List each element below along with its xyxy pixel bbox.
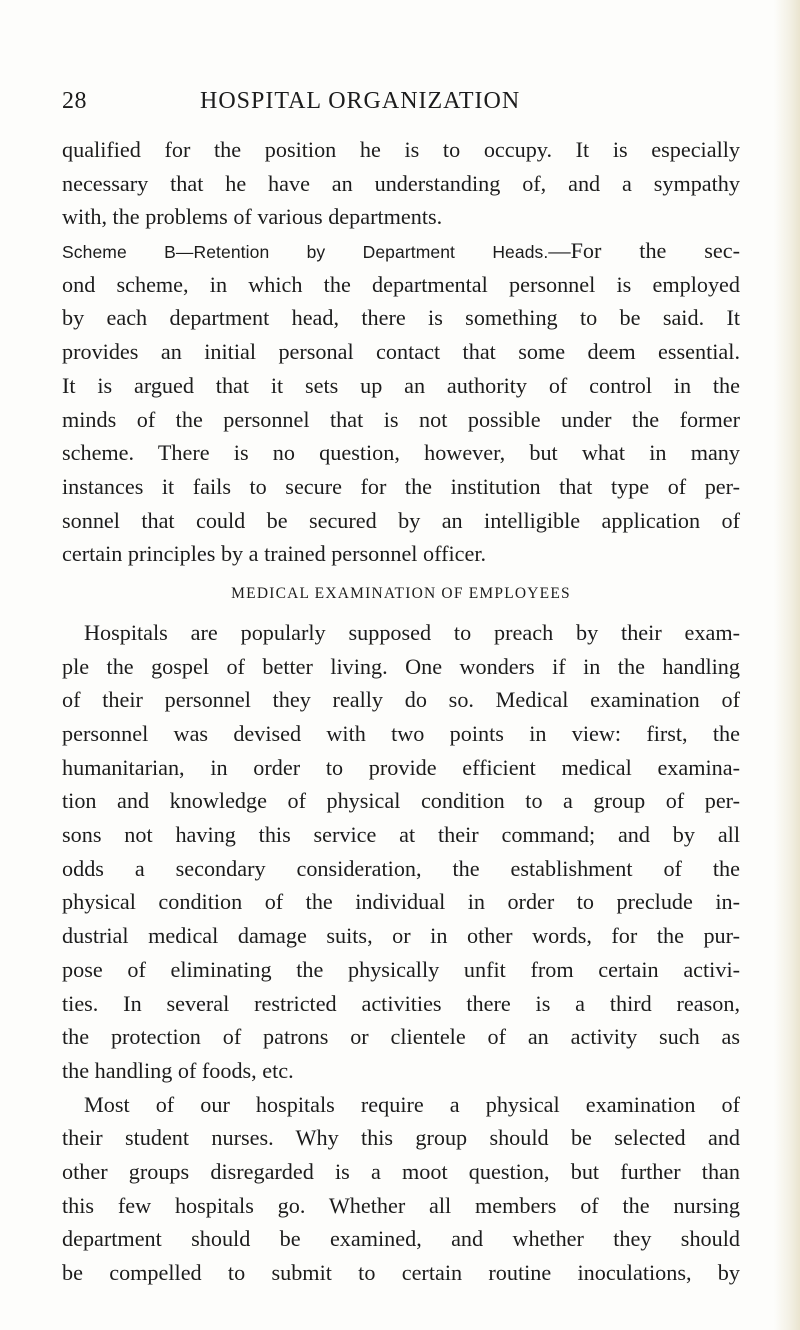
section-heading: MEDICAL EXAMINATION OF EMPLOYEES [231, 584, 571, 602]
scheme-b-lead: —For the sec- [548, 238, 740, 264]
text-line: ties. In several restricted activities there is a third reason, [62, 990, 740, 1016]
text-line: this few hospitals go. Whether all members of the nursing [62, 1192, 740, 1218]
text-line: sons not having this service at their command; and by all [62, 822, 740, 848]
text-line: humanitarian, in order to provide efficient medical examina- [62, 754, 740, 780]
text-line: with, the problems of various departments. [62, 204, 443, 230]
text-line: instances it fails to secure for the institution that type of per- [62, 473, 740, 499]
text-line: department should be examined, and whether they should [62, 1226, 740, 1252]
text-line: other groups disregarded is a moot question, but further than [62, 1158, 740, 1184]
text-line: of their personnel they really do so. Medical examination of [62, 687, 740, 713]
text-line: dustrial medical damage suits, or in other words, for the pur- [62, 923, 740, 949]
text-line: personnel was devised with two points in view: first, the [62, 721, 740, 746]
text-line: tion and knowledge of physical condition to a group of per- [62, 788, 740, 814]
text-line: ond scheme, in which the departmental personnel is employed [62, 271, 740, 297]
text-line: ple the gospel of better living. One wonders if in the handling [62, 653, 740, 679]
text-line: Most of our hospitals require a physical examination of [84, 1091, 740, 1117]
text-line: pose of eliminating the physically unfit from certain activi- [62, 956, 740, 982]
text-line: the protection of patrons or clientele of an activity such as [62, 1024, 740, 1050]
text-line: qualified for the position he is to occupy. It is especially [62, 137, 740, 162]
text-line: minds of the personnel that is not possible under the former [62, 406, 740, 432]
text-line: necessary that he have an understanding of, and a sympathy [62, 170, 740, 196]
running-header [62, 88, 740, 120]
scheme-b-heading: Scheme B—Retention by Department Heads. [62, 242, 549, 263]
text-line: It is argued that it sets up an authority of control in the [62, 372, 740, 398]
page-edge-shadow [774, 0, 800, 1330]
text-line: scheme. There is no question, however, but what in many [62, 440, 740, 466]
text-line: physical condition of the individual in order to preclude in- [62, 889, 740, 915]
text-line: the handling of foods, etc. [62, 1057, 294, 1083]
running-title: HOSPITAL ORGANIZATION [200, 88, 521, 114]
scheme-b-line [62, 234, 740, 268]
text-line: sonnel that could be secured by an intelligible application of [62, 507, 740, 533]
text-line: be compelled to submit to certain routine inoculations, by [62, 1260, 740, 1285]
text-line: odds a secondary consideration, the establishment of the [62, 855, 740, 881]
text-line: their student nurses. Why this group should be selected and [62, 1125, 740, 1151]
text-line: provides an initial personal contact that some deem essential. [62, 339, 740, 365]
text-line: certain principles by a trained personnel officer. [62, 541, 487, 567]
page-number: 28 [62, 88, 87, 114]
text-line: Hospitals are popularly supposed to preach by their exam- [84, 619, 740, 645]
text-line: by each department head, there is something to be said. It [62, 305, 740, 331]
page-body [62, 133, 740, 1290]
